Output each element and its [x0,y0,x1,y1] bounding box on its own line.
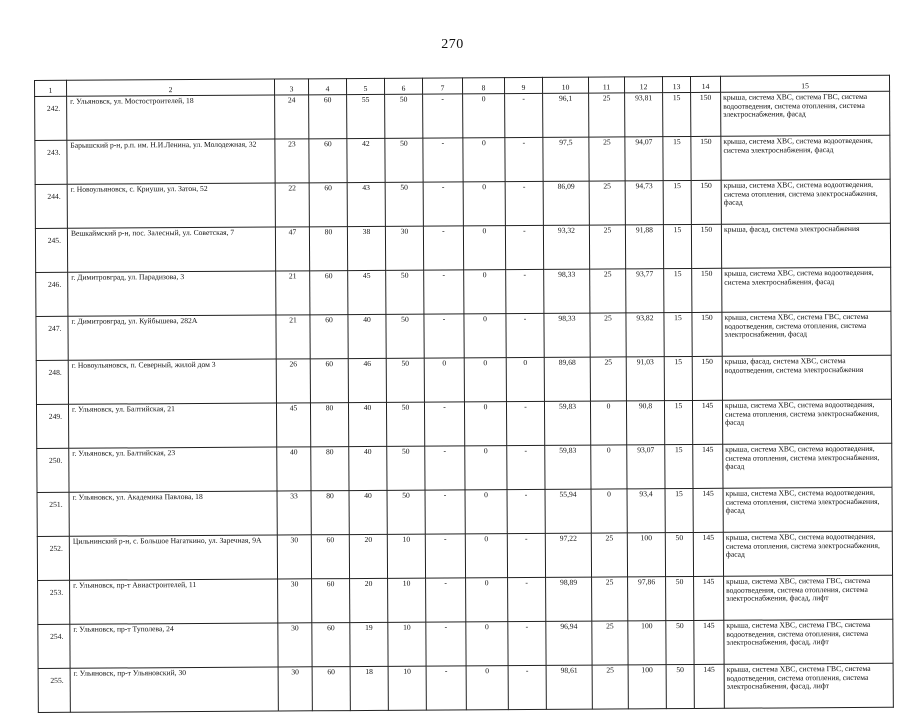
table-cell: 145 [694,664,724,708]
table-cell: 145 [694,576,724,620]
table-cell: 0 [466,622,508,666]
table-cell: 150 [692,356,722,400]
table-cell: - [425,534,465,578]
table-cell: 60 [311,535,349,579]
table-cell: 10 [388,578,426,622]
table-cell: 38 [347,226,385,270]
works-list-cell: крыша, система ХВС, система водоотведения, система отопления, система электроснабжения, фасад [721,179,890,224]
table-cell: 25 [592,577,628,621]
works-list-cell: крыша, система ХВС, система ГВС, система водоотведения, система отопления, система электроснабжения, фасад [722,311,891,356]
table-cell: 80 [310,403,348,447]
table-cell: 25 [590,313,626,357]
table-cell: 80 [311,447,349,491]
table-cell: 23 [275,139,309,183]
row-number-cell: 246. [36,272,68,316]
table-cell: 59,83 [544,401,590,445]
table-cell: 0 [464,314,506,358]
table-cell: 0 [424,358,464,402]
table-body [35,75,894,712]
table-cell: - [508,621,546,665]
table-cell: 94,07 [625,137,663,181]
table-cell: 15 [663,92,691,136]
table-cell: 20 [350,578,388,622]
table-cell: 15 [663,136,691,180]
table-cell: 20 [349,534,387,578]
table-cell: 10 [388,666,426,710]
table-cell: 50 [666,664,694,708]
table-cell: 0 [590,401,626,445]
table-cell: - [505,181,543,225]
table-cell: - [507,445,545,489]
works-list-cell: крыша, система ХВС, система ГВС, система водоотведения, система отопления, система электроснабжения, фасад, лифт [724,619,893,664]
table-cell: 91,88 [625,225,663,269]
table-cell: - [423,138,463,182]
row-number-cell: 247. [36,316,68,360]
table-cell: 150 [691,180,721,224]
table-cell: 15 [665,444,693,488]
table-cell: 45 [276,403,310,447]
table-cell: - [506,313,544,357]
table-cell: - [508,577,546,621]
works-list-cell: крыша, система ХВС, система водоотведения, система отопления, система электроснабжения, фасад [723,531,892,576]
table-cell: - [423,94,463,138]
table-row [35,223,890,272]
table-cell: 30 [277,535,311,579]
table-cell: 0 [465,534,507,578]
table-cell: - [507,533,545,577]
table-cell: 40 [349,446,387,490]
table-cell: 150 [691,224,721,268]
table-row [38,619,893,668]
table-cell: 60 [312,623,350,667]
table-cell: - [424,270,464,314]
table-cell: 0 [466,578,508,622]
register-table-container [34,75,893,713]
row-number-cell: 244. [35,184,67,228]
table-cell: 22 [275,183,309,227]
table-cell: 15 [664,356,692,400]
row-number-cell: 250. [37,448,69,492]
header-cell: 1 [35,80,67,96]
table-cell: 60 [309,139,347,183]
table-cell: 89,68 [544,357,590,401]
table-cell: 80 [309,227,347,271]
table-cell: 15 [664,268,692,312]
table-cell: 50 [386,358,424,402]
table-cell: 47 [275,227,309,271]
table-cell: 50 [386,270,424,314]
table-cell: 24 [275,95,309,139]
works-list-cell: крыша, система ХВС, система ГВС, система водоотведения, система отопления, система электроснабжения, фасад [721,91,890,136]
table-cell: - [423,226,463,270]
table-cell: 0 [463,94,505,138]
table-cell: 94,73 [625,181,663,225]
table-cell: 98,33 [544,269,590,313]
table-cell: 40 [349,490,387,534]
address-cell: г. Ульяновск, ул. Балтийская, 23 [69,447,277,492]
table-cell: - [506,269,544,313]
table-cell: 18 [350,666,388,710]
table-cell: 15 [664,312,692,356]
table-cell: 15 [663,224,691,268]
table-cell: 46 [348,358,386,402]
table-cell: 30 [278,667,312,711]
table-row [35,91,890,140]
row-number-cell: 255. [38,668,70,712]
table-row [37,443,892,492]
table-cell: 0 [591,445,627,489]
header-cell: 13 [662,76,690,92]
table-row [37,531,892,580]
works-list-cell: крыша, система ХВС, система водоотведения, система отопления, система электроснабжения, фасад [723,487,892,532]
table-cell: 0 [464,270,506,314]
table-cell: 97,86 [628,577,666,621]
table-cell: 60 [312,667,350,711]
table-cell: 100 [627,533,665,577]
table-cell: - [507,489,545,533]
row-number-cell: 242. [35,96,67,140]
table-row [35,179,890,228]
table-row [36,311,891,360]
table-cell: 60 [310,359,348,403]
table-cell: 50 [386,402,424,446]
header-cell: 4 [308,79,346,95]
row-number-cell: 243. [35,140,67,184]
table-cell: 90,8 [626,401,664,445]
row-number-cell: 251. [37,492,69,536]
address-cell: г. Ульяновск, ул. Мостостроителей, 18 [67,95,275,140]
register-table [34,75,894,713]
table-cell: - [505,137,543,181]
table-row [36,267,891,316]
table-cell: 60 [309,183,347,227]
table-cell: 0 [463,182,505,226]
table-cell: 93,32 [543,225,589,269]
table-cell: 25 [590,269,626,313]
table-cell: 145 [693,444,723,488]
table-cell: 150 [692,268,722,312]
header-cell: 11 [588,77,624,93]
table-cell: 25 [589,137,625,181]
row-number-cell: 248. [36,360,68,404]
table-cell: 50 [666,576,694,620]
table-cell: - [426,666,466,710]
table-cell: 50 [387,446,425,490]
row-number-cell: 253. [38,580,70,624]
row-number-cell: 245. [35,228,67,272]
works-list-cell: крыша, система ХВС, система ГВС, система водоотведения, система отопления, система электроснабжения, фасад, лифт [724,575,893,620]
table-row [38,575,893,624]
table-cell: 40 [277,447,311,491]
table-cell: 145 [692,400,722,444]
table-row [35,135,890,184]
address-cell: г. Димитровград, ул. Куйбышева, 282А [68,315,276,360]
header-cell: 6 [384,78,422,94]
header-cell: 5 [346,78,384,94]
table-cell: - [424,402,464,446]
table-cell: 100 [628,665,666,709]
table-row [37,487,892,536]
table-cell: 0 [506,357,544,401]
address-cell: г. Димитровград, ул. Парадизова, 3 [68,271,276,316]
header-cell: 3 [274,79,308,95]
table-cell: 25 [591,533,627,577]
table-cell: - [426,622,466,666]
table-cell: 25 [589,93,625,137]
address-cell: г. Новоульяновск, п. Северный, жилой дом 3 [68,359,276,404]
table-cell: - [426,578,466,622]
table-cell: 98,33 [544,313,590,357]
table-cell: 10 [388,622,426,666]
page-number: 270 [441,37,464,52]
table-cell: 0 [465,446,507,490]
table-cell: 60 [310,315,348,359]
table-cell: 50 [386,314,424,358]
table-cell: 25 [589,181,625,225]
table-cell: 60 [312,579,350,623]
address-cell: г. Ульяновск, пр-т Туполева, 24 [70,623,278,668]
table-cell: - [425,490,465,534]
table-cell: 40 [348,402,386,446]
address-cell: г. Ульяновск, ул. Балтийская, 21 [68,403,276,448]
header-cell: 15 [720,75,889,92]
header-cell: 9 [504,77,542,93]
table-cell: 60 [310,271,348,315]
table-cell: 93,77 [626,269,664,313]
table-cell: 93,81 [625,93,663,137]
table-cell: 98,89 [546,577,592,621]
table-cell: 25 [589,225,625,269]
table-cell: 25 [592,665,628,709]
table-cell: 93,82 [626,313,664,357]
table-cell: 100 [628,621,666,665]
table-cell: 59,83 [545,445,591,489]
table-cell: 0 [464,358,506,402]
table-cell: 50 [387,490,425,534]
row-number-cell: 249. [36,404,68,448]
header-cell: 10 [542,77,588,93]
row-number-cell: 254. [38,624,70,668]
table-cell: 50 [666,620,694,664]
works-list-cell: крыша, система ХВС, система водоотведения, система электроснабжения, фасад [722,267,891,312]
table-cell: 0 [465,490,507,534]
table-cell: 21 [276,315,310,359]
table-cell: 96,1 [543,93,589,137]
table-cell: 150 [692,312,722,356]
table-cell: - [425,446,465,490]
table-cell: 15 [664,400,692,444]
table-cell: - [506,401,544,445]
table-cell: 50 [385,94,423,138]
table-cell: 145 [694,620,724,664]
table-cell: 97,5 [543,137,589,181]
table-cell: 93,07 [627,445,665,489]
table-cell: 25 [590,357,626,401]
table-cell: 21 [276,271,310,315]
table-cell: - [423,182,463,226]
table-cell: 150 [691,92,721,136]
table-cell: 97,22 [545,533,591,577]
address-cell: г. Новоульяновск, с. Криуши, ул. Затон, 52 [67,183,275,228]
row-number-cell: 252. [37,536,69,580]
table-cell: 91,03 [626,357,664,401]
header-cell: 7 [422,78,462,94]
table-cell: 25 [592,621,628,665]
table-cell: 45 [348,270,386,314]
table-cell: 10 [387,534,425,578]
table-cell: 60 [309,95,347,139]
address-cell: г. Ульяновск, ул. Академика Павлова, 18 [69,491,277,536]
header-cell: 14 [690,76,720,92]
address-cell: г. Ульяновск, пр-т Авиастроителей, 11 [70,579,278,624]
works-list-cell: крыша, система ХВС, система водоотведения, система отопления, система электроснабжения, фасад [722,399,891,444]
works-list-cell: крыша, фасад, система электроснабжения [721,223,890,268]
address-cell: г. Ульяновск, пр-т Ульяновский, 30 [70,667,278,712]
table-cell: 0 [464,402,506,446]
table-cell: 42 [347,138,385,182]
header-cell: 2 [67,79,275,96]
table-cell: 43 [347,182,385,226]
table-cell: 15 [663,180,691,224]
table-cell: 50 [665,532,693,576]
address-cell: Вешкаймский р-н, пос. Залесный, ул. Советская, 7 [67,227,275,272]
table-cell: 0 [463,138,505,182]
table-cell: 33 [277,491,311,535]
table-cell: 0 [463,226,505,270]
works-list-cell: крыша, система ХВС, система ГВС, система водоотведения, система отопления, система электроснабжения, фасад, лифт [724,663,893,708]
works-list-cell: крыша, система ХВС, система водоотведения, система электроснабжения, фасад [721,135,890,180]
address-cell: Цильнинский р-н, с. Большое Нагаткино, ул. Заречная, 9А [69,535,277,580]
table-cell: 55 [347,94,385,138]
table-cell: - [508,665,546,709]
header-cell: 8 [462,78,504,94]
table-row [38,663,893,712]
table-cell: 0 [591,489,627,533]
table-cell: 55,94 [545,489,591,533]
table-cell: - [505,93,543,137]
table-cell: 86,09 [543,181,589,225]
table-cell: 50 [385,182,423,226]
table-cell: 98,61 [546,665,592,709]
table-cell: 80 [311,491,349,535]
table-cell: 145 [693,488,723,532]
table-cell: 30 [385,226,423,270]
table-cell: 50 [385,138,423,182]
table-cell: 145 [693,532,723,576]
works-list-cell: крыша, система ХВС, система водоотведения, система отопления, система электроснабжения, фасад [723,443,892,488]
table-cell: 15 [665,488,693,532]
table-cell: 30 [278,579,312,623]
table-row [36,355,891,404]
table-cell: 40 [348,314,386,358]
table-row [36,399,891,448]
header-cell: 12 [624,77,662,93]
table-cell: - [505,225,543,269]
table-cell: 19 [350,622,388,666]
table-cell: 26 [276,359,310,403]
table-cell: 30 [278,623,312,667]
table-cell: 150 [691,136,721,180]
table-cell: 0 [466,666,508,710]
table-cell: - [424,314,464,358]
table-cell: 93,4 [627,489,665,533]
address-cell: Барышский р-н, р.п. им. Н.И.Ленина, ул. Молодежная, 32 [67,139,275,184]
works-list-cell: крыша, фасад, система ХВС, система водоотведения, система электроснабжения [722,355,891,400]
table-cell: 96,94 [546,621,592,665]
